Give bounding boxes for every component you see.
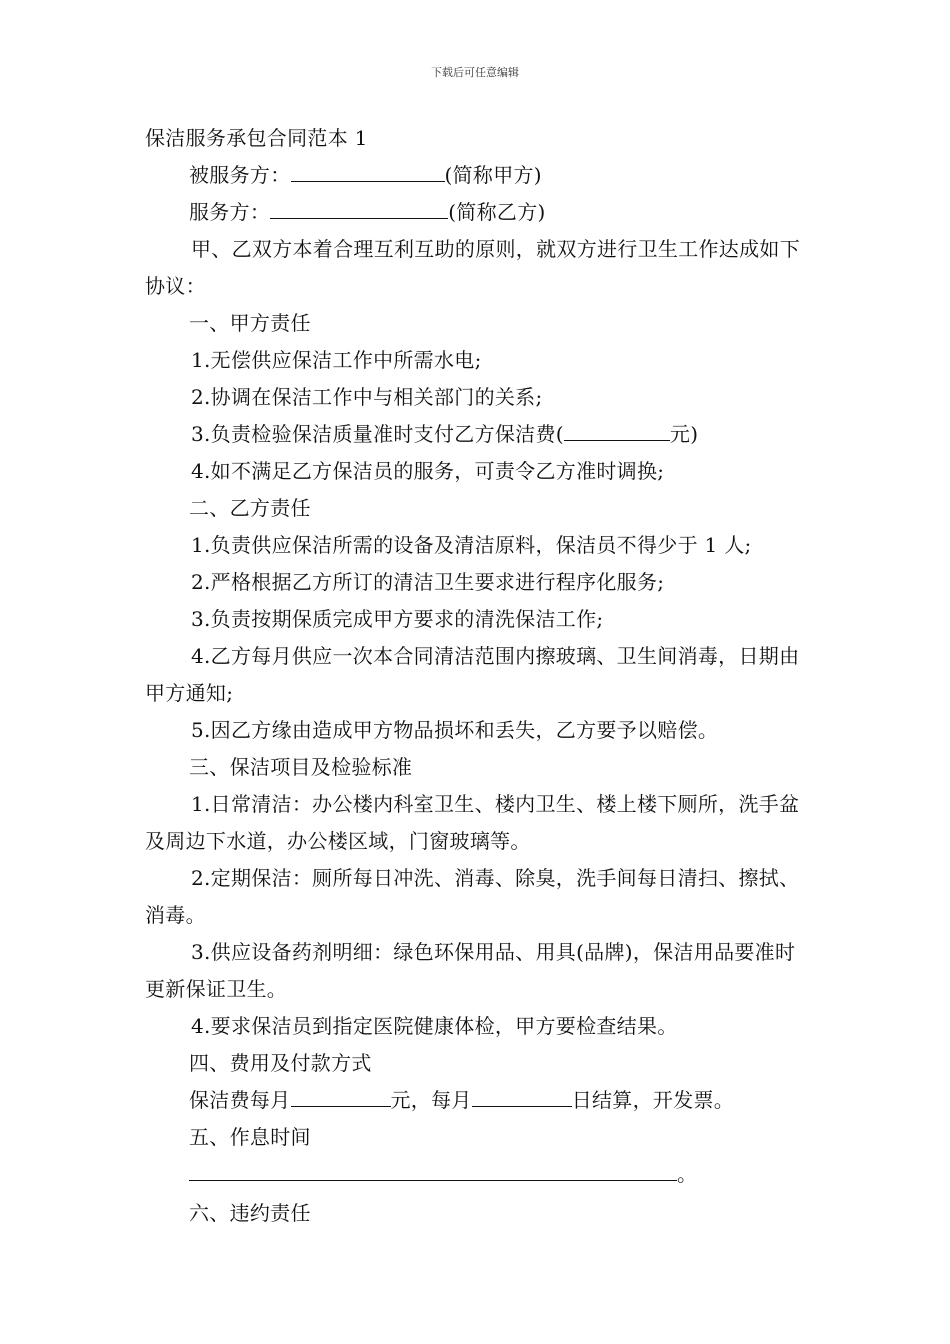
section-2-item: 1.负责供应保洁所需的设备及清洁原料，保洁员不得少于 1 人; bbox=[191, 533, 752, 557]
client-party-suffix: (简称甲方) bbox=[444, 163, 542, 187]
section-6-heading: 六、违约责任 bbox=[189, 1201, 311, 1225]
section-3-item: 1.日常清洁：办公楼内科室卫生、楼内卫生、楼上楼下厕所，洗手盆及周边下水道，办公楼区域，门窗玻璃等。 bbox=[145, 792, 800, 853]
section-2-heading: 二、乙方责任 bbox=[189, 496, 311, 520]
settlement-day-blank[interactable] bbox=[472, 1084, 572, 1107]
section-2-item: 2.严格根据乙方所订的清洁卫生要求进行程序化服务; bbox=[191, 570, 665, 594]
monthly-fee-blank[interactable] bbox=[291, 1084, 391, 1107]
section-4-heading: 四、费用及付款方式 bbox=[189, 1051, 372, 1075]
work-hours-blank[interactable] bbox=[189, 1158, 677, 1181]
provider-party-suffix: (简称乙方) bbox=[448, 200, 546, 224]
fee-prefix: 保洁费每月 bbox=[189, 1088, 291, 1112]
fee-suffix: 日结算，开发票。 bbox=[571, 1088, 735, 1112]
section-1-item: 2.协调在保洁工作中与相关部门的关系; bbox=[191, 385, 543, 409]
fee-mid: 元，每月 bbox=[390, 1088, 472, 1112]
section-2-item: 3.负责按期保质完成甲方要求的清洗保洁工作; bbox=[191, 607, 604, 631]
intro-paragraph: 甲、乙双方本着合理互利互助的原则，就双方进行卫生工作达成如下协议： bbox=[145, 237, 800, 298]
section-1-item: 1.无偿供应保洁工作中所需水电; bbox=[191, 348, 482, 372]
contract-document bbox=[145, 120, 815, 1232]
section-1-item-3-text: 3.负责检验保洁质量准时支付乙方保洁费( bbox=[191, 422, 564, 446]
fee-amount-blank[interactable] bbox=[564, 418, 670, 441]
provider-name-blank[interactable] bbox=[270, 196, 448, 219]
client-party-label: 被服务方： bbox=[189, 163, 291, 187]
client-party-line bbox=[145, 157, 815, 194]
client-name-blank[interactable] bbox=[291, 159, 445, 182]
work-hours-end: 。 bbox=[677, 1162, 698, 1186]
provider-party-line bbox=[145, 194, 815, 231]
provider-party-label: 服务方： bbox=[189, 200, 271, 224]
section-1-item: 4.如不满足乙方保洁员的服务，可责令乙方准时调换; bbox=[191, 459, 665, 483]
section-3-item: 3.供应设备药剂明细：绿色环保用品、用具(品牌)，保洁用品要准时更新保证卫生。 bbox=[145, 940, 796, 1001]
section-1-heading: 一、甲方责任 bbox=[189, 311, 311, 335]
section-2-item: 5.因乙方缘由造成甲方物品损坏和丢失，乙方要予以赔偿。 bbox=[191, 718, 719, 742]
section-3-heading: 三、保洁项目及检验标准 bbox=[189, 755, 413, 779]
fee-payment-line bbox=[145, 1082, 815, 1119]
section-2-item: 4.乙方每月供应一次本合同清洁范围内擦玻璃、卫生间消毒，日期由甲方通知; bbox=[145, 644, 800, 705]
section-1-item-3-suffix: 元) bbox=[669, 422, 699, 446]
section-3-item: 2.定期保洁：厕所每日冲洗、消毒、除臭，洗手间每日清扫、擦拭、消毒。 bbox=[145, 866, 800, 927]
work-hours-line bbox=[145, 1156, 815, 1193]
document-title: 保洁服务承包合同范本 1 bbox=[145, 126, 368, 150]
section-1-item-fee bbox=[145, 416, 815, 453]
section-3-item: 4.要求保洁员到指定医院健康体检，甲方要检查结果。 bbox=[191, 1014, 678, 1038]
section-5-heading: 五、作息时间 bbox=[189, 1125, 311, 1149]
page-header: 下载后可任意编辑 bbox=[431, 66, 519, 79]
